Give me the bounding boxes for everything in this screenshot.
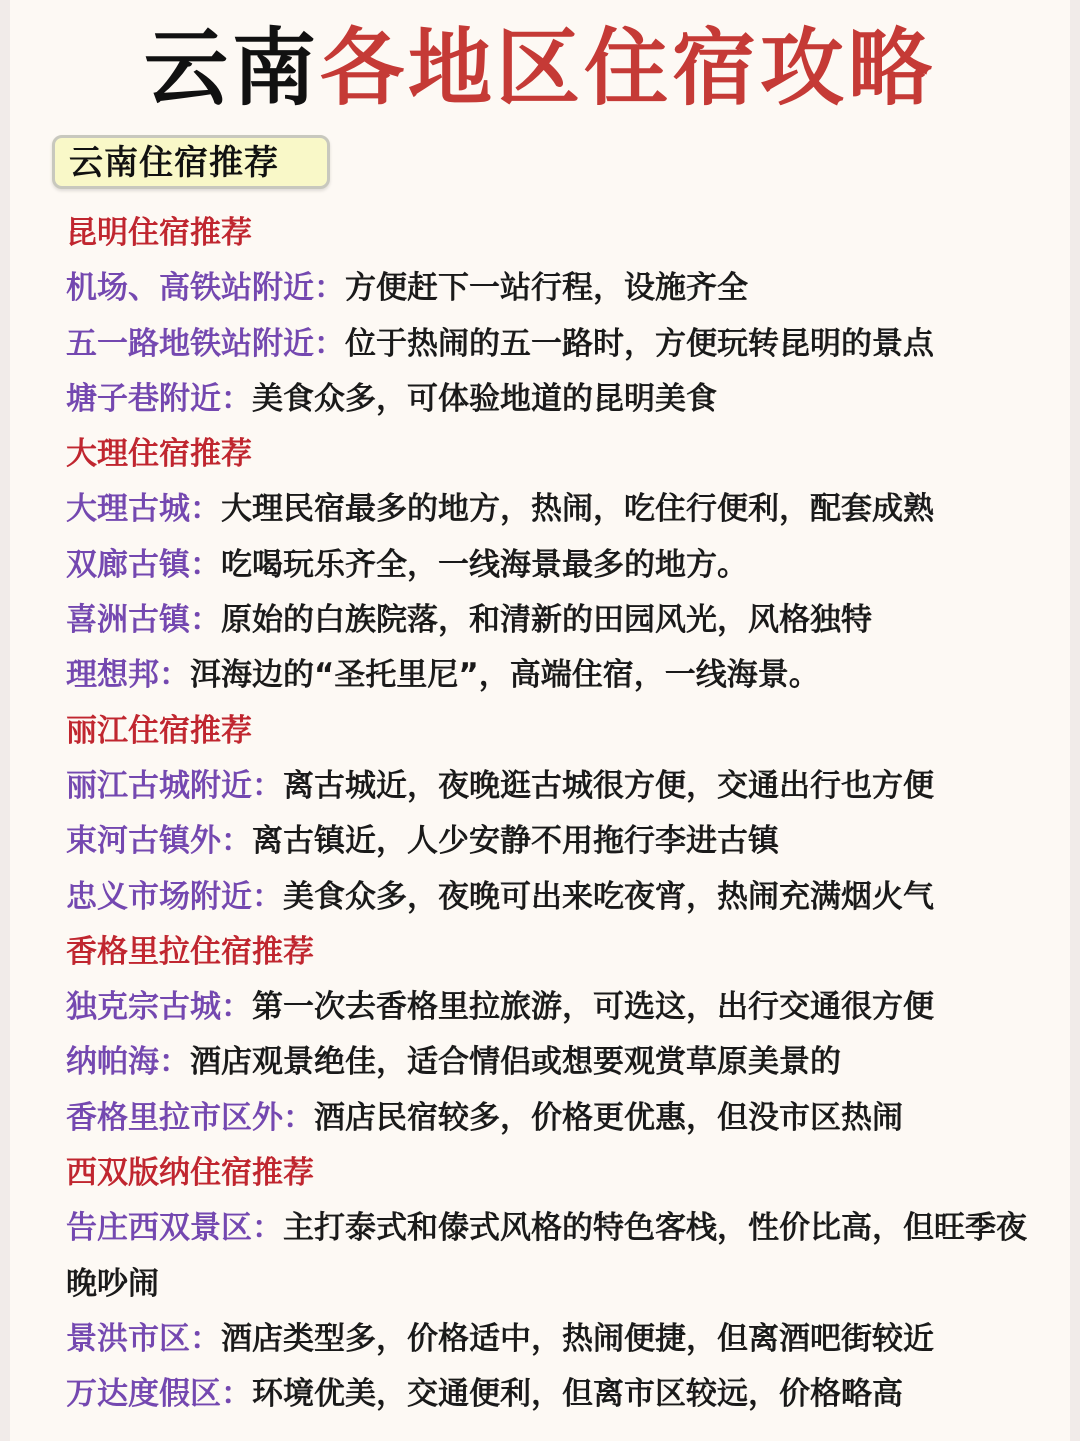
region-heading-kunming: 昆明住宿推荐 <box>66 215 252 251</box>
list-item <box>66 980 1056 1035</box>
item-desc: 洱海边的“圣托里尼”，高端住宿，一线海景。 <box>190 657 820 694</box>
item-desc: 离古镇近，人少安静不用拖行李进古镇 <box>252 823 779 860</box>
list-item <box>66 1312 1056 1367</box>
item-name: 塘子巷附近： <box>66 380 252 417</box>
item-name: 机场、高铁站附近： <box>66 270 345 307</box>
list-item <box>66 1201 1056 1312</box>
item-name: 独克宗古城： <box>66 989 252 1026</box>
item-name: 理想邦： <box>66 657 190 694</box>
list-item <box>66 482 1056 537</box>
region-heading-lijiang: 丽江住宿推荐 <box>66 712 252 749</box>
item-name: 五一路地铁站附近： <box>66 325 345 362</box>
list-item <box>66 1091 1056 1146</box>
item-desc: 酒店类型多，价格适中，热闹便捷，但离酒吧街较近 <box>221 1320 934 1357</box>
recommendation-list <box>66 206 1056 1423</box>
list-item <box>66 372 1056 427</box>
item-name: 束河古镇外： <box>66 823 252 860</box>
list-item <box>66 538 1056 593</box>
item-desc: 离古城近，夜晚逛古城很方便，交通出行也方便 <box>283 767 934 804</box>
item-name: 万达度假区： <box>66 1376 252 1413</box>
item-name: 景洪市区： <box>66 1320 221 1357</box>
item-name: 忠义市场附近： <box>66 878 283 915</box>
list-item <box>66 870 1056 925</box>
page-title <box>0 18 1080 118</box>
item-name: 双廊古镇： <box>66 546 221 583</box>
list-item <box>66 1367 1056 1422</box>
list-item <box>66 593 1056 648</box>
item-desc: 环境优美，交通便利，但离市区较远，价格略高 <box>252 1376 903 1413</box>
list-item <box>66 759 1056 814</box>
region-heading-xishuangbanna: 西双版纳住宿推荐 <box>66 1155 314 1192</box>
list-item <box>66 261 1056 316</box>
title-part-yunnan: 云南 <box>143 19 320 117</box>
list-item <box>66 814 1056 869</box>
item-name: 告庄西双景区： <box>66 1210 283 1247</box>
item-desc: 方便赶下一站行程，设施齐全 <box>345 270 748 307</box>
item-desc: 位于热闹的五一路时，方便玩转昆明的景点 <box>345 325 934 362</box>
item-desc: 酒店民宿较多，价格更优惠，但没市区热闹 <box>314 1099 903 1136</box>
item-desc: 吃喝玩乐齐全，一线海景最多的地方。 <box>221 546 748 583</box>
list-item <box>66 1035 1056 1090</box>
title-part-guide: 各地区住宿攻略 <box>320 19 937 117</box>
item-desc: 美食众多，夜晚可出来吃夜宵，热闹充满烟火气 <box>283 878 934 915</box>
item-desc: 酒店观景绝佳，适合情侣或想要观赏草原美景的 <box>190 1044 841 1081</box>
section-label-badge: 云南住宿推荐 <box>52 135 330 189</box>
item-name: 大理古城： <box>66 491 221 528</box>
region-heading-dali: 大理住宿推荐 <box>66 436 252 473</box>
item-name: 丽江古城附近： <box>66 767 283 804</box>
list-item <box>66 648 1056 703</box>
item-desc: 第一次去香格里拉旅游，可选这，出行交通很方便 <box>252 989 934 1026</box>
list-item <box>66 317 1056 372</box>
item-desc: 大理民宿最多的地方，热闹，吃住行便利，配套成熟 <box>221 491 934 528</box>
item-name: 香格里拉市区外： <box>66 1099 314 1136</box>
item-name: 纳帕海： <box>66 1044 190 1081</box>
region-heading-shangrila: 香格里拉住宿推荐 <box>66 933 314 970</box>
item-name: 喜洲古镇： <box>66 602 221 639</box>
item-desc: 主打泰式和傣式风格的特色客栈，性价比高，但旺季夜晚吵闹 <box>66 1210 1027 1302</box>
item-desc: 原始的白族院落，和清新的田园风光，风格独特 <box>221 602 872 639</box>
item-desc: 美食众多，可体验地道的昆明美食 <box>252 380 717 417</box>
